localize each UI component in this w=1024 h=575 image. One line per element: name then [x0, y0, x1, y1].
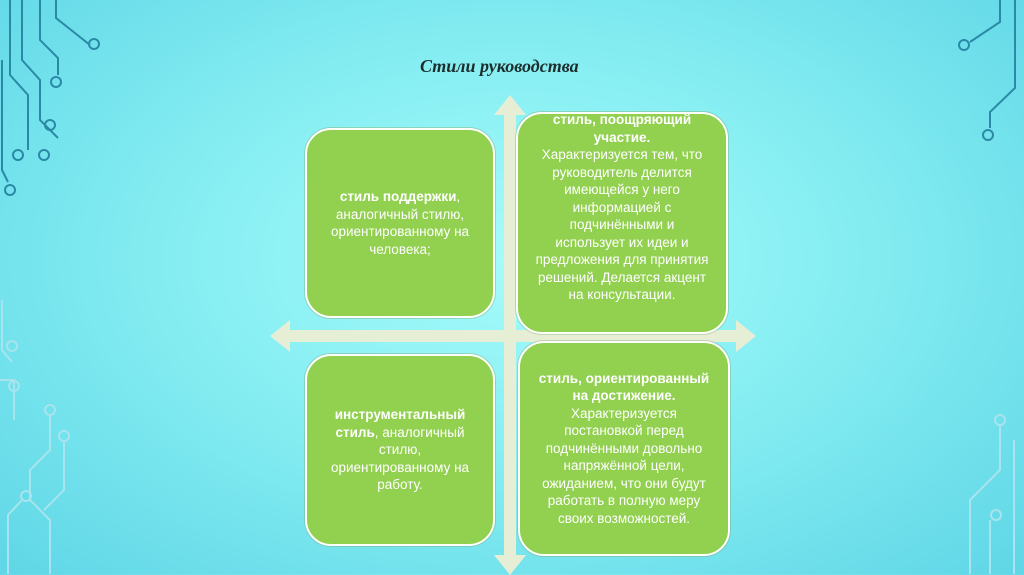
slide-title: Стили руководства: [420, 56, 579, 76]
quadrant-heading: стиль поддержки: [339, 189, 457, 204]
quadrant-participative-style: [516, 112, 728, 334]
arrow-up-icon: [494, 95, 526, 115]
quadrant-instrumental-style: [305, 354, 495, 546]
quadrant-text: , аналогичный стилю, ориентированному на человека;: [330, 189, 470, 257]
quadrant-text: Характеризуется тем, что руководитель делится имеющейся у него информацией с подчинёнными и использует их идеи и предложения для принятия решений. Делается акцент на консультации.: [535, 147, 709, 302]
quadrant-text: Характеризуется постановкой перед подчинёнными довольно напряжённой цели, ожиданием, что они будут работать в полную меру своих возможностей.: [542, 405, 706, 526]
arrow-right-icon: [736, 320, 756, 352]
quadrant-support-style: [305, 128, 495, 318]
quadrant-heading: стиль, поощряющий участие.: [552, 112, 692, 145]
quadrant-text: , аналогичный стилю, ориентированному на работу.: [330, 424, 470, 493]
arrow-left-icon: [270, 320, 290, 352]
quadrant-achievement-style: [518, 341, 730, 556]
quadrant-heading: инструментальный стиль: [334, 407, 466, 440]
quadrant-heading: стиль, ориентированный на достижение.: [538, 370, 710, 404]
arrow-down-icon: [494, 555, 526, 575]
